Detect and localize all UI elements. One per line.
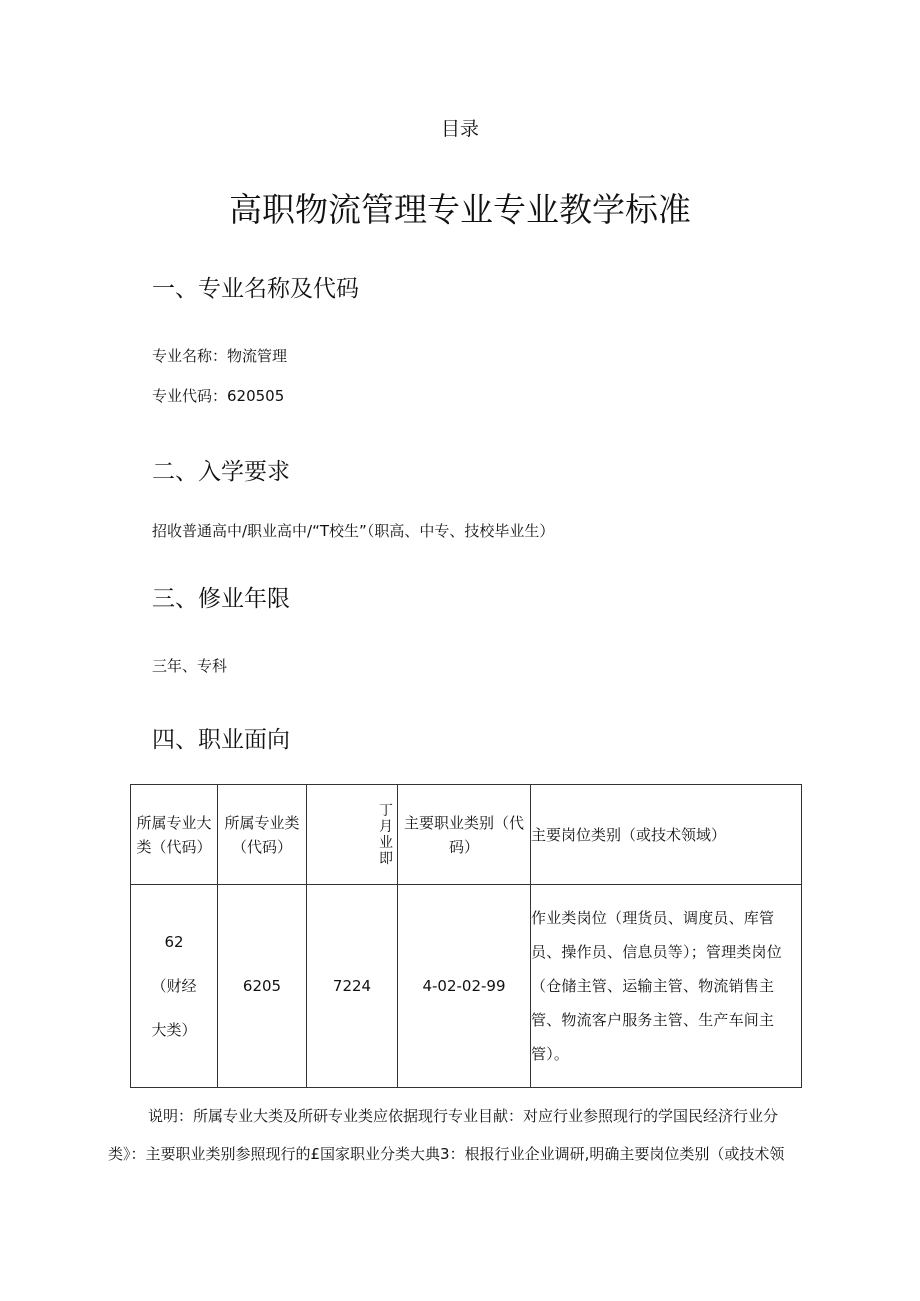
header-major-category: 所属专业大类（代码）	[131, 785, 218, 885]
major-name-line: 专业名称：物流管理	[152, 347, 288, 365]
header-post-category: 主要岗位类别（或技术领域）	[531, 785, 802, 885]
note-line-2: 类》：主要职业类别参照现行的£国家职业分类大典3：根报行业企业调研,明确主要岗位类别（或技术领	[108, 1145, 785, 1163]
admission-text: 招收普通高中/职业高中/“T校生”（职高、中专、技校毕业生）	[152, 522, 555, 540]
header-industry	[307, 785, 398, 885]
occupation-table	[130, 784, 802, 1088]
toc-heading: 目录	[440, 118, 479, 140]
table-note	[108, 1097, 808, 1173]
header-industry-char: 即	[379, 850, 393, 867]
cell-major-category-line: 62	[164, 933, 184, 951]
cell-major-class: 6205	[218, 885, 307, 1088]
document-title: 高职物流管理专业专业教学标准	[229, 190, 691, 229]
header-industry-char: 丁	[379, 802, 393, 819]
header-occupation-category: 主要职业类别（代码）	[398, 785, 531, 885]
section-4-heading: 四、职业面向	[152, 727, 290, 753]
cell-major-category	[131, 885, 218, 1088]
header-industry-char: 业	[379, 834, 393, 851]
major-code-line: 专业代码：620505	[152, 387, 285, 405]
section-3-heading: 三、修业年限	[152, 586, 290, 612]
section-1-heading: 一、专业名称及代码	[152, 276, 359, 302]
section-2-heading: 二、入学要求	[152, 459, 290, 485]
cell-major-category-line: 大类）	[151, 1021, 197, 1039]
table-header-row	[131, 785, 802, 885]
duration-text: 三年、专科	[152, 657, 228, 675]
note-line-1: 说明：所属专业大类及所研专业类应依据现行专业目献：对应行业参照现行的学国民经济行业分	[148, 1107, 779, 1125]
table-row	[131, 885, 802, 1088]
header-industry-char: 月	[379, 818, 393, 835]
cell-occupation-category: 4-02-02-99	[398, 885, 531, 1088]
cell-post-category: 作业类岗位（理货员、调度员、库管员、操作员、信息员等）；管理类岗位（仓储主管、运输主管、物流销售主管、物流客户服务主管、生产车间主管）。	[531, 885, 802, 1088]
cell-industry: 7224	[307, 885, 398, 1088]
header-major-class: 所属专业类（代码）	[218, 785, 307, 885]
cell-major-category-line: （财经	[151, 977, 197, 995]
